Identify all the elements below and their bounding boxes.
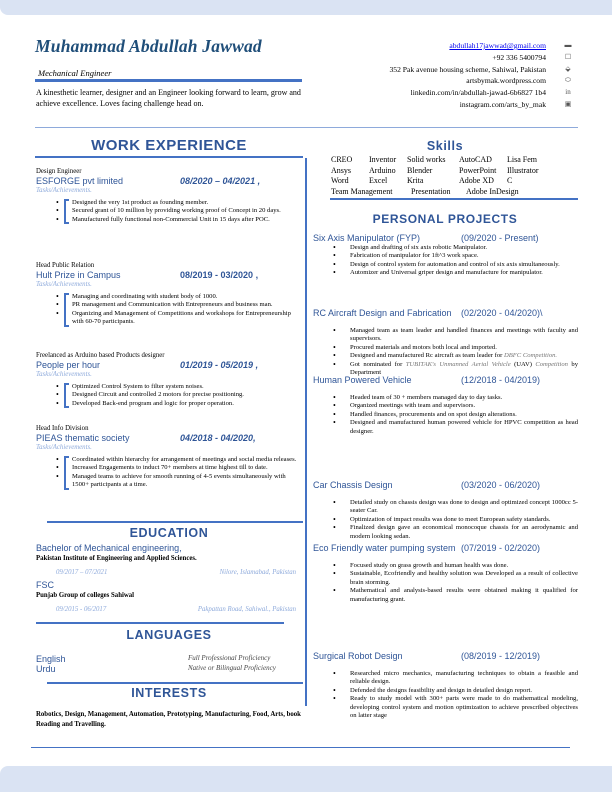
footer-rule [31,747,570,748]
project-title-line [313,307,578,319]
project-bullet [350,269,578,277]
project-dates: (03/2020 - 06/2020) [461,480,541,490]
column-divider [305,158,307,706]
skill-item: CREO [331,155,353,164]
education-meta [36,600,304,614]
bullet-segment: Got nominated for [350,360,406,368]
achievement-list [57,383,304,408]
project-entry [313,479,578,541]
job-title: Mechanical Engineer [38,68,112,78]
project-dates: (09/2020 - Present) [461,233,539,243]
tasks-label: Tasks/Achievements. [36,371,92,378]
project-title: Car Chassis Design [313,480,393,490]
company-name: People per hour [36,360,101,370]
skill-item: AutoCAD [459,155,492,164]
project-bullet [350,516,578,524]
project-title-line [313,650,578,662]
project-dates: (07/2019 - 02/2020) [461,543,541,553]
skill-item: Solid works [407,155,446,164]
project-bullet [350,670,578,687]
languages-rule [36,622,284,624]
job-dates: 04/2018 - 04/2020, [180,433,256,443]
bullet-segment: Finalized design gave an economical monocoque chassis for an aerodynamic and modern looking sedan. [350,524,578,540]
company-line [36,433,304,444]
contact-item [390,99,547,111]
languages-list [36,654,292,674]
project-bullet [350,687,578,695]
skill-item: Adobe XD [459,176,494,186]
bullet-segment: by Department [350,360,579,377]
job-dates: 08/2019 - 03/2020 , [180,270,259,280]
work-experience-heading: WORK EXPERIENCE [91,137,247,154]
project-dates: (02/2020 - 04/2020)\ [461,308,543,318]
project-bullet [350,562,578,570]
company-line [36,176,304,187]
bullet-segment: Researched micro mechanics, manufacturing techniques to obtain a feasible and reliable design. [350,670,578,686]
contact-item [390,40,547,52]
skill-item: Krita [407,176,424,186]
achievement-item: • Manufactured fully functional non-Commercial Unit in 15 days after POC. [72,216,304,224]
language-row [36,664,292,674]
bullet-segment: (UAV) [510,360,536,368]
skill-item: Ansys [331,165,352,175]
project-title-line [313,479,578,491]
bullet-segment: Sustainable, Ecofriendly and healthy solution was Developed as a result of collective brain storming. [350,570,578,586]
project-dates: (12/2018 - 04/2019) [461,375,541,385]
bullet-segment: Design and drafting of six axis robotic Manipulator. [350,244,487,251]
contact-text: 352 Pak avenue housing scheme, Sahiwal, Pakistan [389,64,546,74]
education-heading: EDUCATION [129,526,209,540]
project-title: Eco Friendly water pumping system [313,543,456,553]
bullet-segment: DBFC Competition. [503,352,558,360]
contact-text: +92 336 5400794 [492,52,546,62]
contact-list [390,40,547,111]
job-role: Design Engineer [36,168,82,175]
project-bullet [350,244,578,252]
project-title-line [313,374,578,386]
language-level: Full Professional Proficiency [188,654,271,662]
language-name: English [36,654,66,664]
education-rule [47,521,303,523]
contact-item [390,64,547,76]
skill-item: Blender [407,165,433,175]
job-entry [36,262,304,327]
project-bullet [350,570,578,587]
education-dates: 09/2017 – 07/2021 [56,569,108,576]
achievement-item: • Secured grant of 10 million by providing working proof of Concept in 20 days. [72,207,304,215]
achievement-list [57,199,304,224]
work-rule [35,156,303,158]
education-location: Nilore, Islamabad, Pakistan [219,569,296,576]
phone-icon: ☐ [564,52,572,61]
job-entry [36,168,304,224]
project-entry [313,650,578,720]
project-bullets [350,499,578,541]
skill-item: PowerPoint [459,165,497,175]
bullet-segment: TUBITAK's Unmanned Aerial Vehicle [405,360,511,368]
job-dates: 01/2019 - 05/2019 , [180,360,259,370]
summary: A kinesthetic learner, designer and an Engineer looking forward to learn, grow and achieve excellence. Loves facing challenge head on. [36,88,301,108]
bullet-segment: Defended the designs feasibility and design in detailed design report. [350,686,533,694]
skill-item: Excel [369,176,388,186]
job-role: Head Public Relation [36,262,95,269]
interests-heading: INTERESTS [131,686,207,700]
skill-item: Inventor [369,155,397,164]
job-role: Head Info Division [36,425,89,432]
achievement-list [57,293,304,327]
skill-item: C [507,176,513,186]
website-icon: ⬭ [565,76,571,85]
job-dates: 08/2020 – 04/2021 , [180,176,261,186]
project-bullets [350,670,578,720]
candidate-name: Muhammad Abdullah Jawwad [35,36,262,56]
skill-item: Team Management [331,186,393,196]
achievement-item: • Developed Back-end program and logic for proper operation. [72,400,304,408]
email-icon: ▬ [564,41,572,49]
project-entry [313,374,578,436]
project-bullet [350,344,578,352]
project-bullet [350,419,578,436]
job-entry [36,352,304,408]
interests-rule [47,682,303,684]
achievement-item: • Increased Engagements to induct 70+ members at time highest till to date. [72,464,304,472]
contact-text: linkedin.com/in/abdullah-jawad-6b6827 1b4 [410,88,546,98]
project-title: RC Aircraft Design and Fabrication [313,308,452,318]
languages-heading: LANGUAGES [126,628,212,642]
bullet-segment: Fabrication of manipulator for 1ft^3 work space. [350,252,479,260]
tasks-label: Tasks/Achievements. [36,281,92,288]
achievement-item: • Optimized Control System to filter system noises. [72,383,304,391]
institution: Punjab Group of colleges Sahiwal [36,592,135,599]
bullet-segment: Mathematical and analysis-based results were obtained making it qualified for manufacturing grant. [350,587,578,603]
bullet-segment: Automizer and Universal griper design and manufacture for manipulator. [350,269,543,277]
education-entry [36,580,304,614]
project-bullets [350,244,578,278]
project-entry [313,542,578,604]
bullet-segment: Design of control system for automation and control of six axis simultaneously. [350,260,560,268]
project-bullet [350,524,578,541]
email-link[interactable]: abdullah17jawwad@gmail.com [449,41,546,50]
education-meta [36,563,304,577]
header-rule [35,127,578,128]
job-role: Freelanced as Arduino based Products designer [36,352,165,359]
tasks-label: Tasks/Achievements. [36,444,92,451]
project-bullet [350,402,578,410]
skill-item: Presentation [411,186,451,196]
achievement-item: • Organizing and Management of Competitions and workshops for Entrepreneurship with 60-70 participants. [72,310,304,327]
bullet-segment: Detailed study on chassis design was done to design and optimized concept 1000cc 5-seater Car. [350,499,578,515]
project-bullet [350,252,578,260]
project-title-line [313,232,578,244]
achievement-item: • Designed the very 1st product as founding member. [72,199,304,207]
achievement-list [57,456,304,490]
project-title: Human Powered Vehicle [313,375,412,385]
project-title: Surgical Robot Design [313,651,403,661]
linkedin-icon: in [565,88,571,97]
contact-text: artsbymak.wordpress.com [466,76,546,86]
project-bullet [350,394,578,402]
job-entry [36,425,304,490]
education-location: Pakpattan Road, Sahiwal., Pakistan [197,606,296,613]
bullet-segment: Designed and manufactured Rc aircraft as team leader for [350,352,504,360]
contact-icons [562,40,574,111]
project-entry [313,232,578,278]
project-dates: (08/2019 - 12/2019) [461,651,541,661]
skills-rule [330,198,578,200]
language-level: Native or Bilingual Proficiency [188,664,276,672]
bullet-segment: Handled finances, procurements and on spot design alterations. [350,410,517,418]
bullet-segment: Optimization of impact results was done to meet European safety standards. [350,515,551,523]
project-bullets [350,327,578,377]
project-entry [313,307,578,377]
achievement-item: • Designed Circuit and controlled 2 motors for precise positioning. [72,391,304,399]
bullet-segment: Competition [535,360,568,368]
achievement-item: • Managed teams to achieve for smooth running of 4-5 events simultaneously with 1500+ participants at a time. [72,473,304,490]
degree: Bachelor of Mechanical engineering, [36,543,182,553]
bullet-segment: Organized meetings with team and supervisors. [350,402,476,410]
achievement-item: • PR management and Communication with Entrepreneurs and business man. [72,301,304,309]
institution: Pakistan Institute of Engineering and Applied Sciences. [36,555,197,562]
company-name: ESFORGE pvt limited [36,176,124,186]
achievement-item: • Managing and coordinating with student body of 1000. [72,293,304,301]
company-name: Hult Prize in Campus [36,270,121,280]
project-bullet [350,261,578,269]
skill-item: Arduino [369,165,396,175]
degree: FSC [36,580,54,590]
project-bullet [350,587,578,604]
contact-item [390,52,547,64]
bullet-segment: Managed team as team leader and handled finances and meetings with faculty and supervisors. [350,327,578,343]
bullet-segment: Focused study on grass growth and human health was done. [350,562,509,569]
bullet-segment: Designed and manufactured human powered vehicle for HPVC competition as head designer. [350,419,578,435]
project-bullet [350,695,578,720]
bullet-segment: Headed team of 30 + members managed day to day tasks. [350,394,503,401]
top-band [0,0,612,15]
company-line [36,270,304,281]
bottom-band [0,766,612,792]
tasks-label: Tasks/Achievements. [36,187,92,194]
project-bullets [350,562,578,604]
education-dates: 09/2015 - 06/2017 [56,606,107,613]
location-icon: ⬙ [565,64,571,73]
project-bullet [350,411,578,419]
project-bullet [350,327,578,344]
language-row [36,654,292,664]
achievement-item: • Coordinated within hierarchy for arrangement of meetings and social media releases. [72,456,304,464]
projects-heading: PERSONAL PROJECTS [372,212,518,226]
interests-text: Robotics, Design, Management, Automation, Prototyping, Manufacturing, Food, Arts, book Reading and Travelling. [36,711,301,728]
skill-item: Illustrator [507,165,539,175]
company-line [36,360,304,371]
project-title: Six Axis Manipulator (FYP) [313,233,421,243]
contact-item [390,75,547,87]
project-title-line [313,542,578,554]
education-entry [36,543,304,577]
bullet-segment: Ready to study model with 300+ parts were made to do mathematical modeling, developing control system and motion optimization to achieve prescribed objectives on latter stage [350,695,578,720]
contact-item [390,87,547,99]
bullet-segment: Procured materials and motors both local and imported. [350,343,497,351]
skill-item: Adobe InDesign [466,186,519,196]
project-bullet [350,499,578,516]
skill-item: Word [331,176,349,186]
title-rule [35,79,302,82]
company-name: PIEAS thematic society [36,433,130,443]
skills-heading: Skills [426,139,464,153]
instagram-icon: ▣ [564,99,572,108]
contact-text: instagram.com/arts_by_mak [459,99,546,109]
project-bullets [350,394,578,436]
skill-item: Lisa Fem [507,155,537,164]
project-bullet [350,352,578,360]
language-name: Urdu [36,664,56,674]
